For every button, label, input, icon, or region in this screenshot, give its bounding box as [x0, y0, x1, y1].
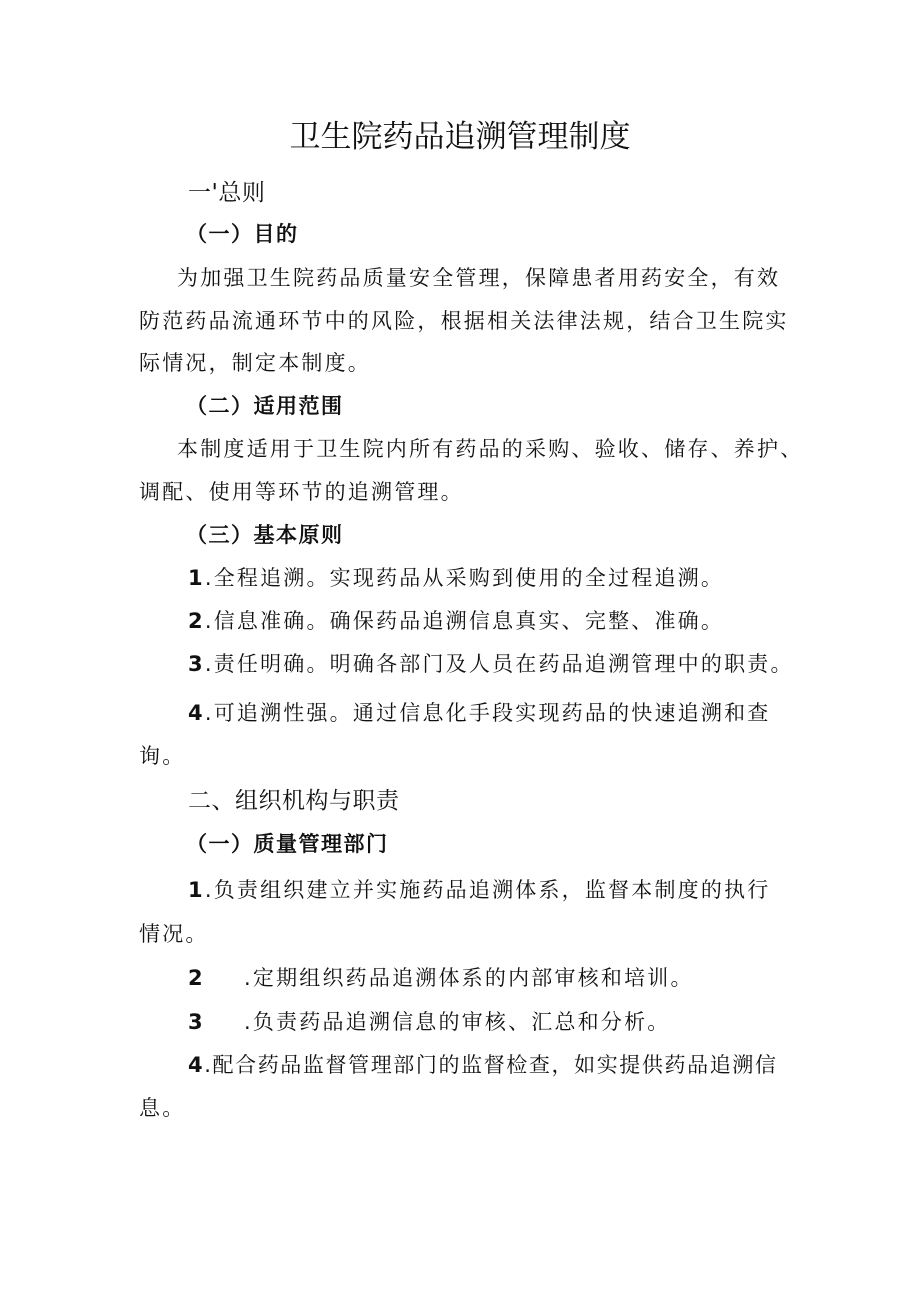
list-item-number: 4 — [188, 701, 205, 725]
paragraph-line: 为加强卫生院药品质量安全管理，保障患者用药安全，有效 — [177, 266, 781, 290]
list-item — [188, 1055, 778, 1076]
list-item-text: .责任明确。明确各部门及人员在药品追溯管理中的职责。 — [204, 652, 794, 676]
paragraph-line: 防范药品流通环节中的风险，根据相关法律法规，结合卫生院实 — [139, 309, 789, 333]
list-item-number: 1 — [188, 878, 205, 902]
list-item-number: 4 — [188, 1053, 205, 1077]
section-heading-organization: 二、组织机构与职责 — [188, 788, 400, 814]
list-item-number: 3 — [188, 1010, 205, 1034]
list-item — [188, 703, 771, 724]
list-item-text: .负责组织建立并实施药品追溯体系，监督本制度的执行 — [204, 878, 771, 902]
list-item — [188, 968, 694, 989]
paragraph-line: 息。 — [139, 1096, 186, 1120]
list-item-number: 2 — [188, 609, 205, 633]
subsection-heading-scope: （二）适用范围 — [186, 394, 344, 418]
list-item-text: .可追溯性强。通过信息化手段实现药品的快速追溯和查 — [204, 701, 771, 725]
list-item-text: .全程追溯。实现药品从采购到使用的全过程追溯。 — [204, 566, 725, 590]
subsection-heading-purpose: （一）目的 — [186, 222, 299, 246]
list-item-text: .负责药品追溯信息的审核、汇总和分析。 — [244, 1010, 671, 1034]
list-item-text: .配合药品监督管理部门的监督检查，如实提供药品追溯信 — [204, 1053, 778, 1077]
section-heading-general: 一'总则 — [188, 180, 266, 206]
list-item — [188, 880, 771, 901]
list-item — [188, 1012, 670, 1033]
list-item-text: .定期组织药品追溯体系的内部审核和培训。 — [244, 966, 694, 990]
subsection-heading-principles: （三）基本原则 — [186, 523, 344, 547]
subsection-heading-quality-dept: （一）质量管理部门 — [186, 832, 389, 856]
paragraph-line: 本制度适用于卫生院内所有药品的采购、验收、储存、养护、 — [177, 437, 804, 461]
list-item-number: 1 — [188, 566, 205, 590]
paragraph-line: 询。 — [139, 744, 186, 768]
paragraph-line: 际情况，制定本制度。 — [139, 351, 371, 375]
list-item — [188, 611, 724, 632]
paragraph-line: 情况。 — [139, 922, 209, 946]
list-item-number: 2 — [188, 966, 205, 990]
paragraph-line: 调配、使用等环节的追溯管理。 — [139, 480, 464, 504]
list-item-number: 3 — [188, 652, 205, 676]
list-item — [188, 568, 724, 589]
list-item-text: .信息准确。确保药品追溯信息真实、完整、准确。 — [204, 609, 725, 633]
document-title: 卫生院药品追溯管理制度 — [289, 119, 631, 155]
list-item — [188, 654, 794, 675]
